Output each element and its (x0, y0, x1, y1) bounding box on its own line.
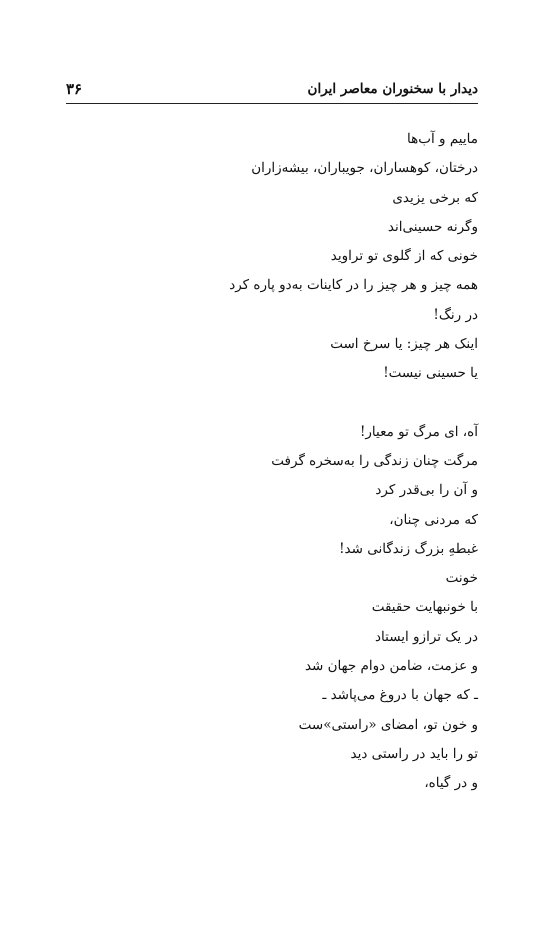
page-number: ۳۶ (66, 80, 83, 98)
poem-line: یا حسینی نیست! (383, 365, 478, 382)
poem-line: که برخی یزیدی (392, 189, 478, 206)
poem-line: آه، ای مرگ تو معیار! (359, 423, 478, 440)
poem-line: غبطهِ بزرگ زندگانی شد! (339, 540, 478, 557)
running-header (66, 79, 478, 104)
poem-line: همه چیز و هر چیز را در کاینات به‌دو پاره کرد (229, 277, 478, 294)
poem-line: و در گیاه، (424, 775, 478, 792)
poem-line: با خونبهایت حقیقت (371, 599, 478, 616)
poem-line: وگرنه حسینی‌اند (387, 218, 478, 235)
poem-line: ماییم و آب‌ها (407, 131, 478, 147)
poem-line: اینک هر چیز: یا سرخ است (330, 336, 478, 353)
poem-line: و آن را بی‌قدر کرد (375, 482, 478, 499)
stanza-1 (78, 125, 478, 389)
poem-line: ـ که جهان با دروغ می‌پاشد ـ (322, 687, 478, 704)
poem-line: خونی که از گلوی تو تراوید (330, 248, 478, 265)
poem-body (78, 125, 478, 799)
poem-line: که مردنی چنان، (389, 511, 478, 528)
poem-line: مرگت چنان زندگی را به‌سخره گرفت (271, 452, 478, 469)
poem-line: و خون تو، امضای «راستی»ست (298, 716, 478, 733)
book-title: دیدار با سخنوران معاصر ایران (307, 81, 478, 97)
stanza-2 (78, 418, 478, 799)
poem-line: تو را باید در راستی دید (350, 745, 478, 762)
poem-line: در یک ترازو ایستاد (375, 628, 478, 645)
poem-line: درختان، کوهساران، جویباران، بیشه‌زاران (251, 160, 478, 177)
poem-line: و عزمت، ضامن دوام جهان شد (304, 658, 478, 675)
poem-line: در رنگ! (433, 306, 478, 323)
poem-line: خونت (445, 570, 478, 587)
